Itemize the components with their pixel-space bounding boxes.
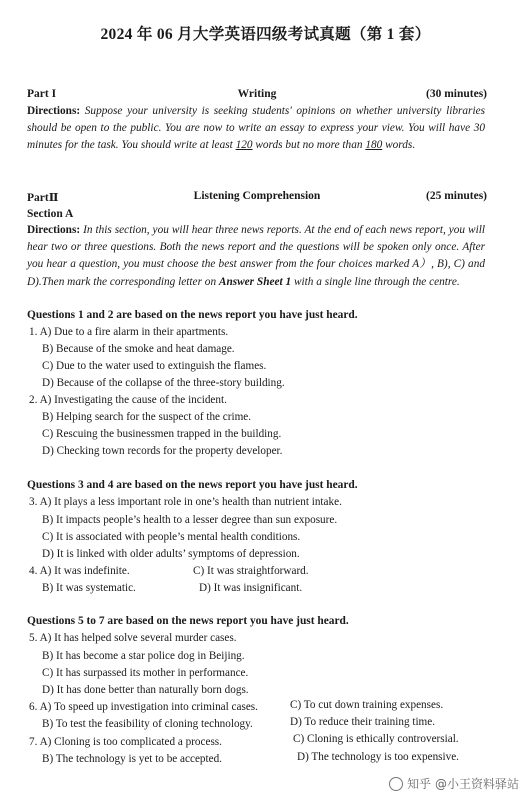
page-title: 2024 年 06 月大学英语四级考试真题（第 1 套） xyxy=(100,26,431,43)
option-line: 4. A) It was indefinite. xyxy=(29,565,130,577)
option-line: D) It is linked with older adults’ symptoms of depression. xyxy=(42,548,300,560)
option-line: B) To test the feasibility of cloning technology. xyxy=(42,718,253,730)
part2-name: Listening Comprehension xyxy=(193,190,321,202)
option-line: D) Because of the collapse of the three-story building. xyxy=(42,377,285,389)
option-line: 5. A) It has helped solve several murder cases. xyxy=(29,632,237,644)
part2-directions-text-b: with a single line through the centre. xyxy=(293,275,460,288)
part1-directions-label: Directions: xyxy=(27,105,81,117)
option-line: C) To cut down training expenses. xyxy=(290,699,444,711)
part1-time: (30 minutes) xyxy=(425,88,487,100)
option-line: B) Because of the smoke and heat damage. xyxy=(42,343,235,355)
option-line: 3. A) It plays a less important role in one’s health than nutrient intake. xyxy=(29,496,342,508)
option-line: D) The technology is too expensive. xyxy=(297,751,459,763)
part2-label: PartⅡ xyxy=(27,192,59,204)
option-line: 6. A) To speed up investigation into criminal cases. xyxy=(29,701,258,713)
part2-time: (25 minutes) xyxy=(425,190,487,202)
part1-max-words: 180 xyxy=(365,139,383,152)
option-line: C) Rescuing the businessmen trapped in the building. xyxy=(42,428,282,440)
option-line: 7. A) Cloning is too complicated a process. xyxy=(29,736,222,748)
option-line: D) To reduce their training time. xyxy=(290,716,436,728)
answer-sheet-label: Answer Sheet 1 xyxy=(218,275,292,288)
option-line: B) Helping search for the suspect of the crime. xyxy=(42,411,252,423)
section-a-label: Section A xyxy=(27,208,74,220)
option-line: D) It was insignificant. xyxy=(199,582,303,594)
part1-min-words: 120 xyxy=(235,139,253,152)
option-line: C) It was straightforward. xyxy=(193,565,309,577)
part2-header xyxy=(27,190,487,204)
part2-directions xyxy=(27,222,485,291)
option-line: C) It has surpassed its mother in performance. xyxy=(42,667,249,679)
option-line: C) It is associated with people’s mental health conditions. xyxy=(42,531,301,543)
part2-directions-label: Directions: xyxy=(27,224,81,236)
part1-directions xyxy=(27,103,485,155)
watermark xyxy=(389,775,519,792)
part2-directions-text-a: In this section, you will hear three news reports. At the end of each news report, you will hear two or three questions. Both the news report and the questions will be spoken only once. After you hear a question, you must choose the best answer from the four choices marked A）, B), C) and D).Then mark the corresponding letter on xyxy=(27,224,485,288)
option-line: C) Due to the water used to extinguish the flames. xyxy=(42,360,267,372)
part1-directions-text-a: Suppose your university is seeking students' opinions on whether university libraries should be open to the public. You are now to write an essay to express your view. You will have 30 minutes for the task. You should write at least xyxy=(27,105,485,152)
question-group-heading: Questions 1 and 2 are based on the news report you have just heard. xyxy=(27,309,358,321)
watermark-text: 知乎 @小王资料驿站 xyxy=(407,777,519,791)
option-line: 1. A) Due to a fire alarm in their apartments. xyxy=(29,326,229,338)
question-group-heading: Questions 3 and 4 are based on the news report you have just heard. xyxy=(27,479,358,491)
question-group-heading: Questions 5 to 7 are based on the news report you have just heard. xyxy=(27,615,349,627)
option-line: 2. A) Investigating the cause of the incident. xyxy=(29,394,227,406)
part1-name: Writing xyxy=(237,88,277,100)
part1-header xyxy=(27,88,487,100)
option-line: B) It has become a star police dog in Beijing. xyxy=(42,650,245,662)
option-line: C) Cloning is ethically controversial. xyxy=(293,733,459,745)
option-line: B) It was systematic. xyxy=(42,582,136,594)
zhihu-logo-icon xyxy=(389,777,403,791)
option-line: D) It has done better than naturally born dogs. xyxy=(42,684,249,696)
part1-directions-text-c: words. xyxy=(385,139,416,152)
option-line: D) Checking town records for the property developer. xyxy=(42,445,283,457)
part1-directions-text-b: words but no more than xyxy=(255,139,363,152)
option-line: B) The technology is yet to be accepted. xyxy=(42,753,222,765)
part1-label: Part I xyxy=(27,88,57,100)
option-line: B) It impacts people’s health to a lesser degree than sun exposure. xyxy=(42,514,338,526)
